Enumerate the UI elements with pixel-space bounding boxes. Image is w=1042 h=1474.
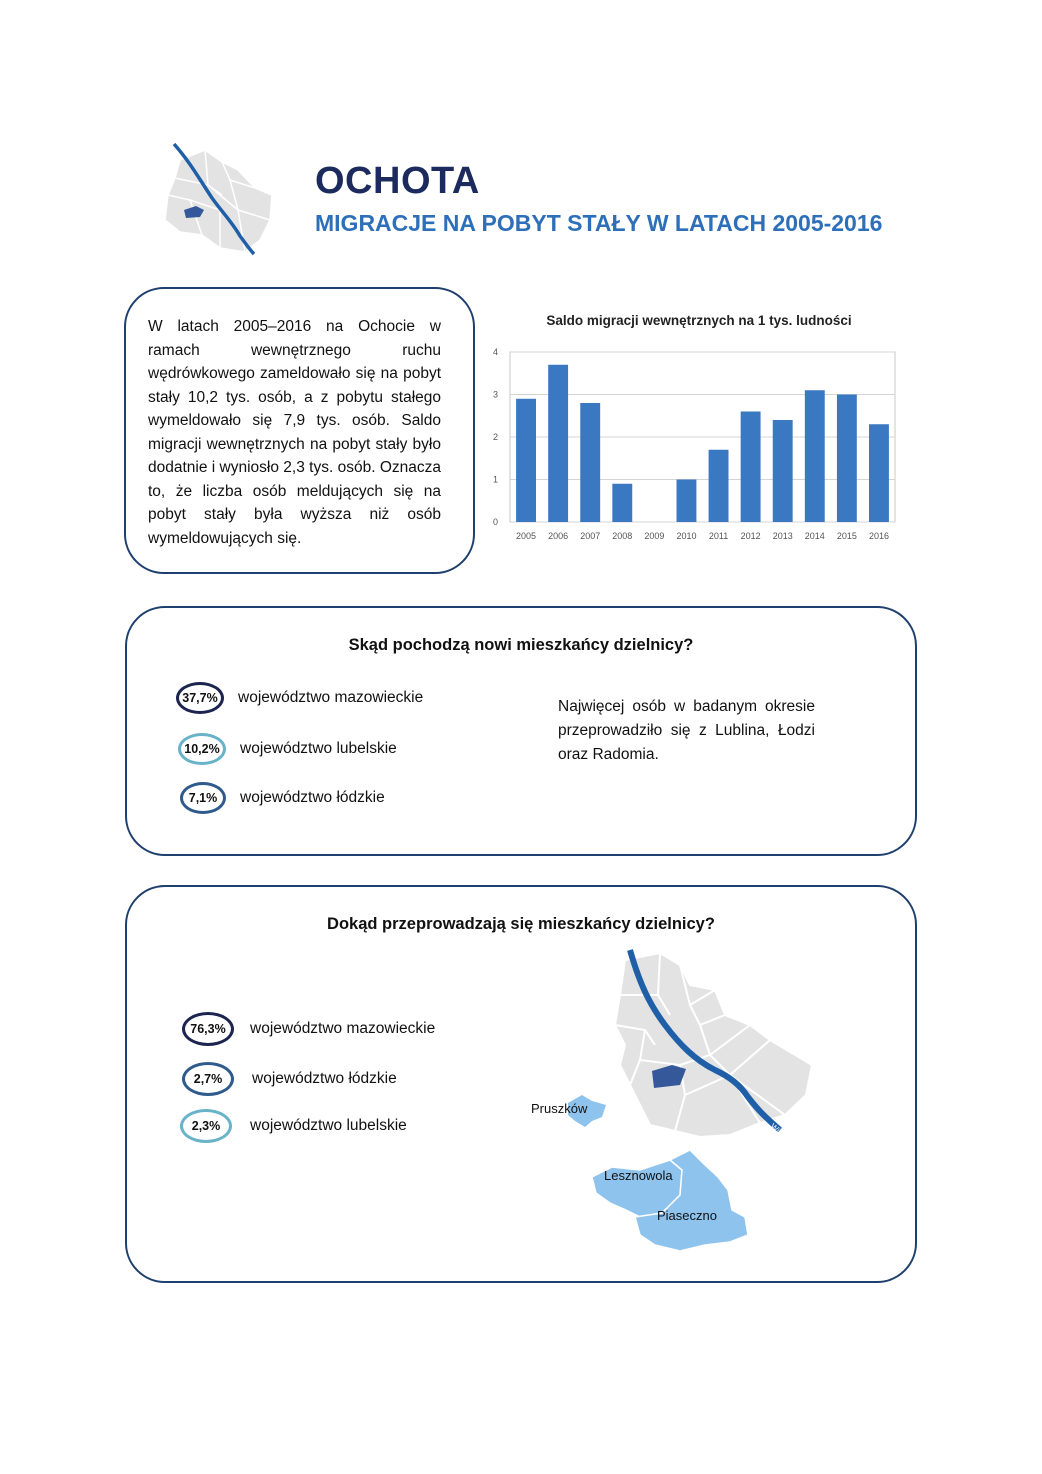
percent-badge: 2,7%	[182, 1062, 234, 1096]
region-label: województwo łódzkie	[240, 789, 385, 806]
region-label: województwo mazowieckie	[250, 1020, 436, 1037]
destinations-item-lodzkie	[182, 1062, 397, 1096]
x-tick-label: 2012	[740, 531, 761, 541]
x-tick-label: 2016	[868, 531, 889, 541]
bar	[677, 480, 697, 523]
region-label: województwo łódzkie	[252, 1070, 397, 1087]
bar	[709, 450, 729, 522]
region-label: województwo mazowieckie	[238, 689, 424, 706]
sources-note: Najwięcej osób w badanym okresie przeprowadziło się z Lublina, Łodzi oraz Radomia.	[558, 698, 815, 763]
sources-item-lubelskie	[178, 733, 397, 765]
y-tick-label: 0	[492, 517, 498, 527]
x-tick-label: 2009	[644, 531, 665, 541]
y-tick-label: 4	[492, 347, 498, 357]
y-tick-label: 2	[492, 432, 498, 442]
bar	[837, 395, 857, 523]
map-label-pruszkow: Pruszków	[531, 1101, 588, 1116]
x-tick-label: 2007	[580, 531, 601, 541]
region-label: województwo lubelskie	[240, 740, 397, 757]
percent-badge: 7,1%	[180, 782, 226, 814]
bar	[612, 484, 632, 522]
sources-title: Skąd pochodzą nowi mieszkańcy dzielnicy?	[348, 636, 694, 654]
x-tick-label: 2011	[708, 531, 729, 541]
x-tick-label: 2008	[612, 531, 633, 541]
percent-badge: 37,7%	[176, 682, 224, 714]
migration-bar-chart	[480, 340, 905, 550]
map-label-piaseczno: Piaseczno	[657, 1208, 717, 1223]
warsaw-small-map	[160, 140, 280, 260]
x-tick-label: 2010	[676, 531, 697, 541]
y-tick-label: 3	[492, 389, 498, 400]
x-tick-label: 2006	[548, 531, 569, 541]
x-tick-label: 2015	[836, 531, 857, 541]
page-title: OCHOTA	[315, 160, 480, 202]
x-tick-label: 2005	[516, 531, 537, 541]
bar	[580, 403, 600, 522]
bar	[805, 390, 825, 522]
map-label-lesznowola: Lesznowola	[604, 1168, 673, 1183]
sources-item-mazowieckie	[176, 682, 423, 714]
destinations-item-lubelskie	[180, 1109, 407, 1143]
bar	[773, 420, 793, 522]
y-tick-label: 1	[492, 474, 498, 485]
x-tick-label: 2014	[804, 531, 825, 541]
page-subtitle: MIGRACJE NA POBYT STAŁY W LATACH 2005-2016	[315, 210, 883, 236]
intro-text: W latach 2005–2016 na Ochocie w ramach wewnętrznego ruchu wędrówkowego zameldowało się na pobyt stały 10,2 tys. osób, a z pobytu stałego wymeldowało się 7,9 tys. osób. Saldo migracji wewnętrznych na pobyt stały było dodatnie i wyniosło 2,3 tys. osób. Oznacza to, że liczba osób meldujących się na pobyt stały była wyższa niż osób wymeldowujących się.	[148, 318, 441, 547]
chart-title: Saldo migracji wewnętrznych na 1 tys. ludności	[546, 313, 852, 328]
river-label: Wisła	[768, 1121, 790, 1142]
percent-badge: 2,3%	[180, 1109, 232, 1143]
percent-badge: 76,3%	[182, 1012, 234, 1046]
x-tick-label: 2013	[772, 531, 793, 541]
sources-item-lodzkie	[180, 782, 385, 814]
destinations-item-mazowieckie	[182, 1012, 435, 1046]
destinations-title: Dokąd przeprowadzają się mieszkańcy dzielnicy?	[327, 915, 715, 933]
bar	[869, 424, 889, 522]
bar	[516, 399, 536, 522]
percent-badge: 10,2%	[178, 733, 226, 765]
bar	[548, 365, 568, 522]
bar	[741, 412, 761, 523]
region-label: województwo lubelskie	[250, 1117, 407, 1134]
